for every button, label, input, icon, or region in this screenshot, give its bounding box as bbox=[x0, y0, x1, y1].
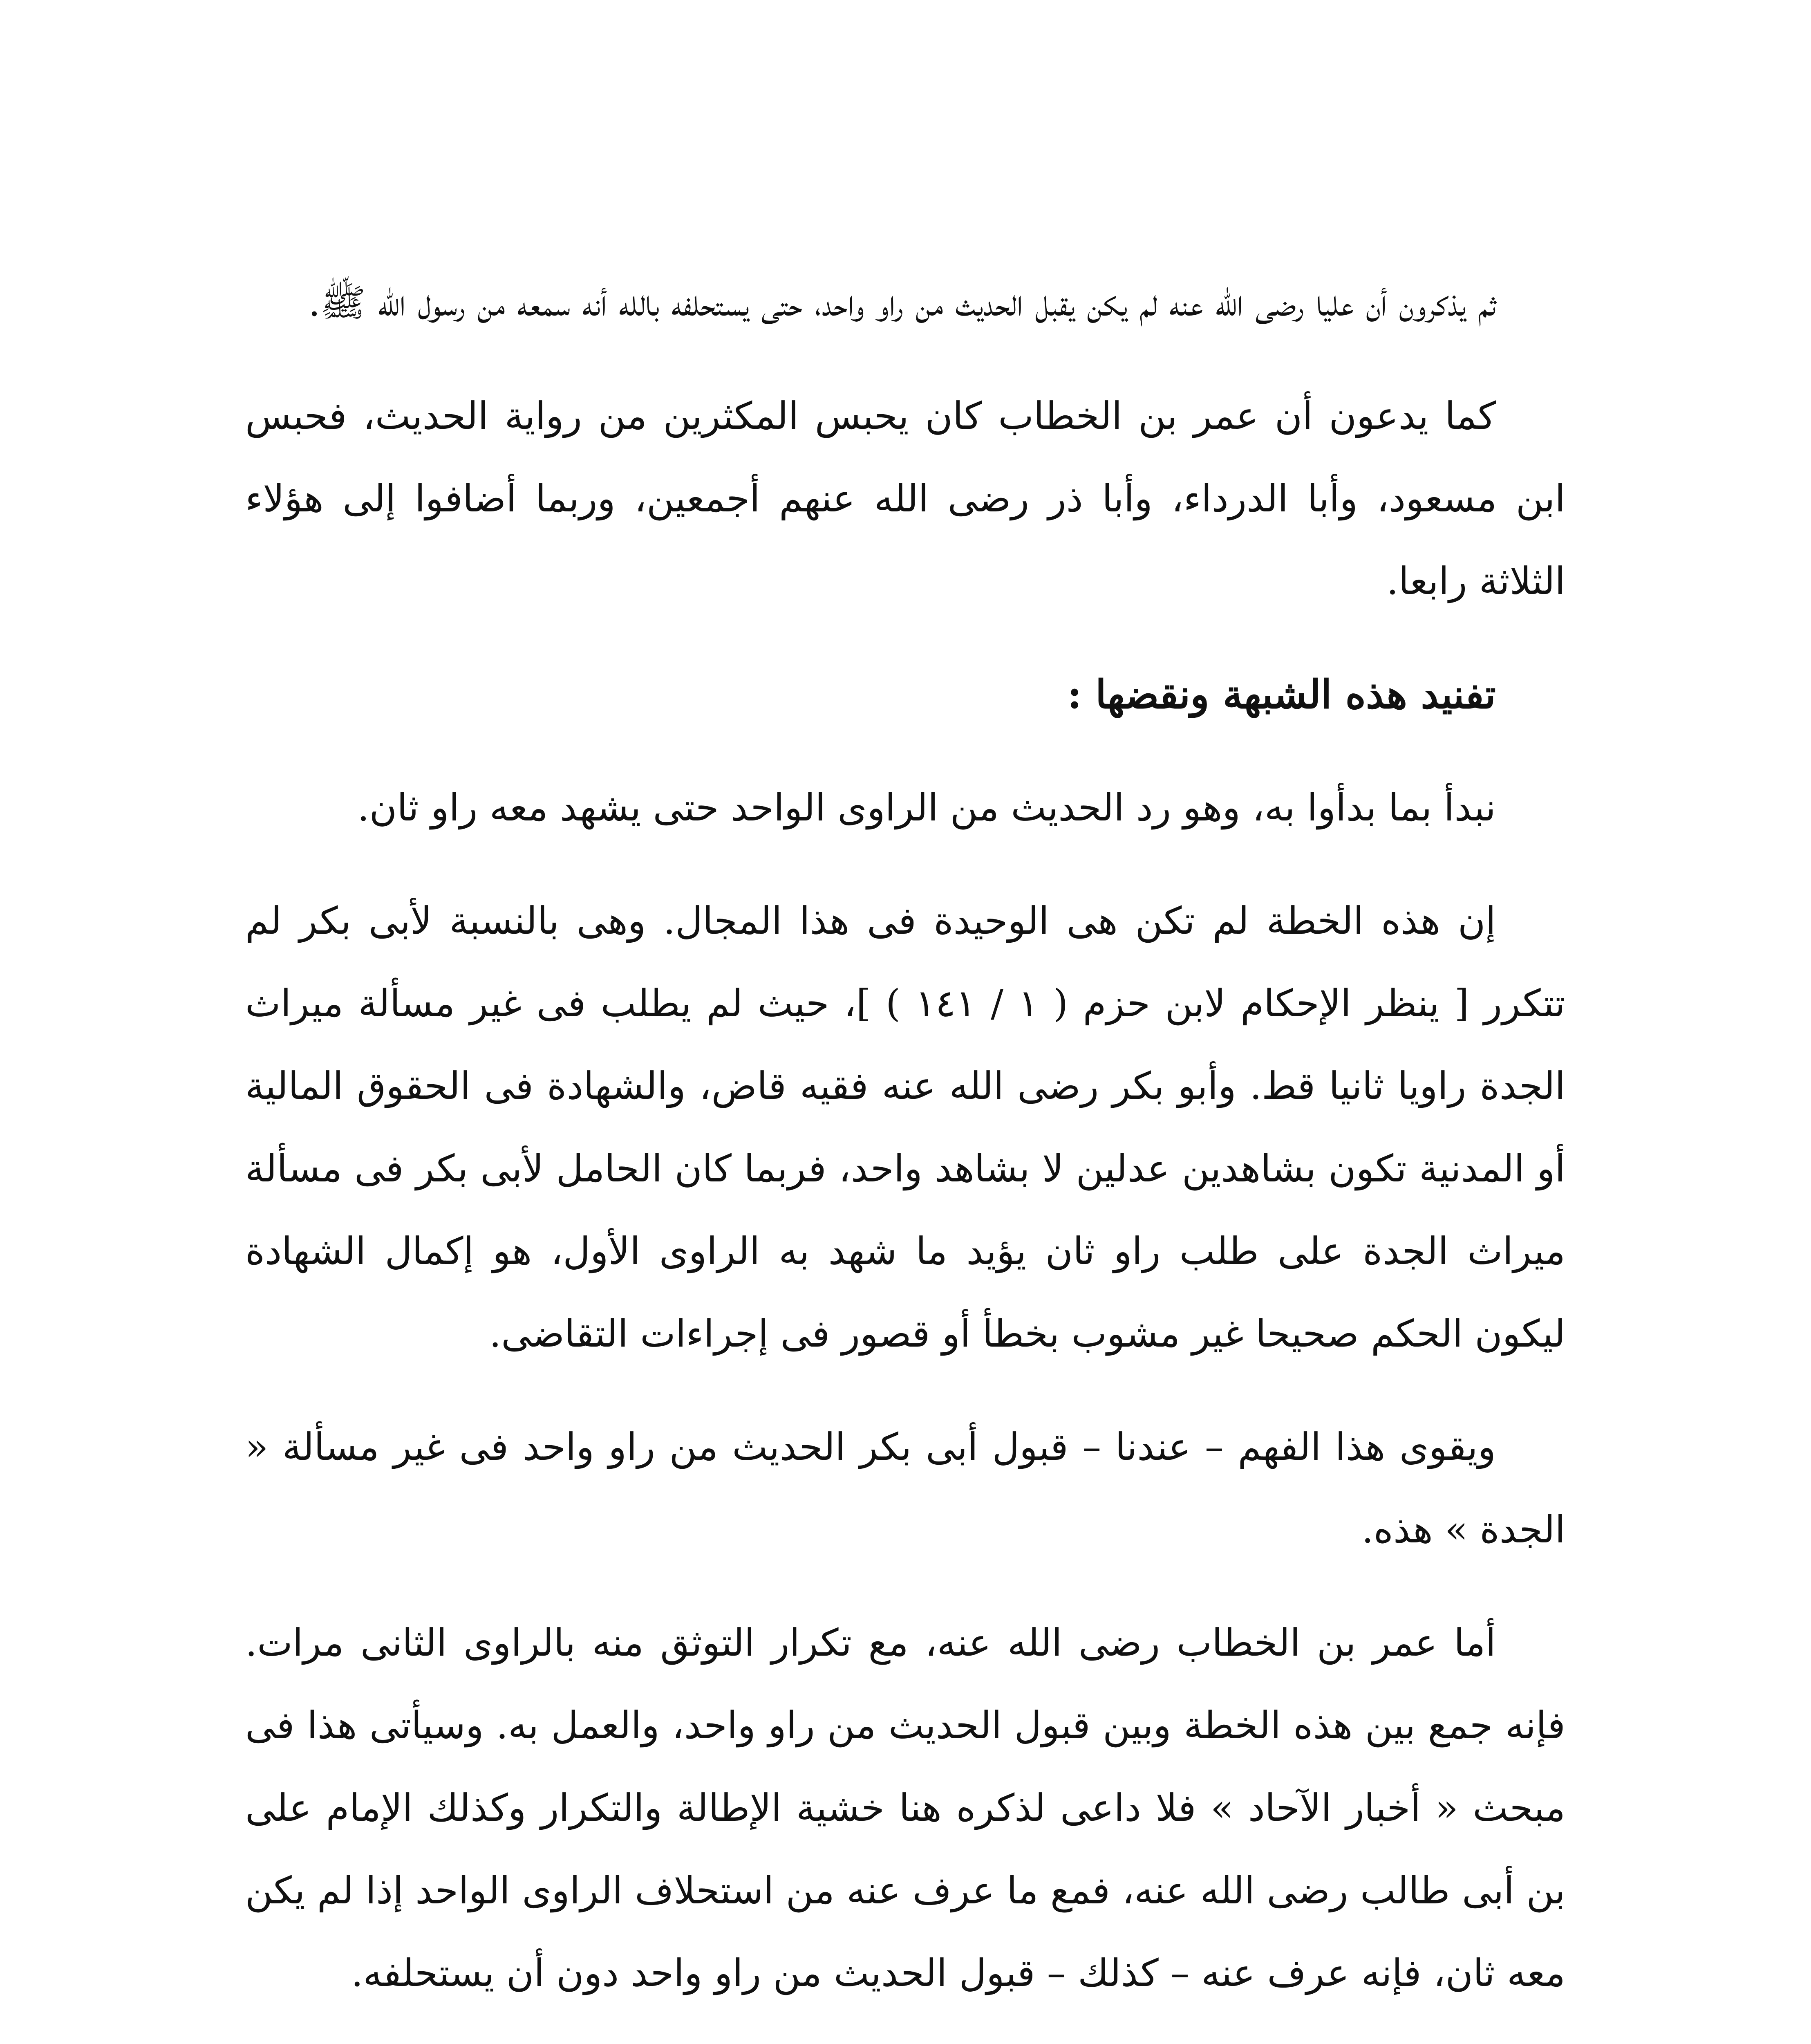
paragraph-2: كما يدعون أن عمر بن الخطاب كان يحبس المكثرين من رواية الحديث، فحبس ابن مسعود، وأبا الدرداء، وأبا ذر رضى الله عنهم أجمعين، وربما أضافوا إلى هؤلاء الثلاثة رابعا. bbox=[245, 394, 1565, 603]
paragraph-4: إن هذه الخطة لم تكن هى الوحيدة فى هذا المجال. وهى بالنسبة لأبى بكر لم تتكرر [ ينظر الإحكام لابن حزم ( ١ / ١٤١ ) ]، حيث لم يطلب فى غير مسألة ميراث الجدة راويا ثانيا قط. وأبو بكر رضى الله عنه فقيه قاض، والشهادة فى الحقوق المالية أو المدنية تكون بشاهدين عدلين لا بشاهد واحد، فربما كان الحامل لأبى بكر فى مسألة ميراث الجدة على طلب راو ثان يؤيد ما شهد به الراوى الأول، هو إكمال الشهادة ليكون الحكم صحيحا غير مشوب بخطأ أو قصور فى إجراءات التقاضى. bbox=[245, 899, 1566, 1356]
paragraph-1: ثم يذكرون أن عليا رضى الله عنه لم يكن يقبل الحديث من راو واحد، حتى يستحلفه بالله أنه سمعه من رسول الله ﷺ. bbox=[308, 281, 1496, 325]
paragraph-3: نبدأ بما بدأوا به، وهو رد الحديث من الراوى الواحد حتى يشهد معه راو ثان. bbox=[357, 786, 1496, 829]
paragraph-5: ويقوى هذا الفهم – عندنا – قبول أبى بكر الحديث من راو واحد فى غير مسألة « الجدة » هذه. bbox=[245, 1425, 1565, 1551]
section-heading: تفنيد هذه الشبهة ونقضها : bbox=[1067, 671, 1496, 717]
body-text bbox=[245, 262, 1565, 2044]
paragraph-6: أما عمر بن الخطاب رضى الله عنه، مع تكرار التوثق منه بالراوى الثانى مرات. فإنه جمع بين هذه الخطة وبين قبول الحديث من راو واحد، والعمل به. وسيأتى هذا فى مبحث « أخبار الآحاد » فلا داعى لذكره هنا خشية الإطالة والتكرار وكذلك الإمام على بن أبى طالب رضى الله عنه، فمع ما عرف عنه من استحلاف الراوى الواحد إذا لم يكن معه ثان، فإنه عرف عنه – كذلك – قبول الحديث من راو واحد دون أن يستحلفه. bbox=[245, 1621, 1565, 1995]
